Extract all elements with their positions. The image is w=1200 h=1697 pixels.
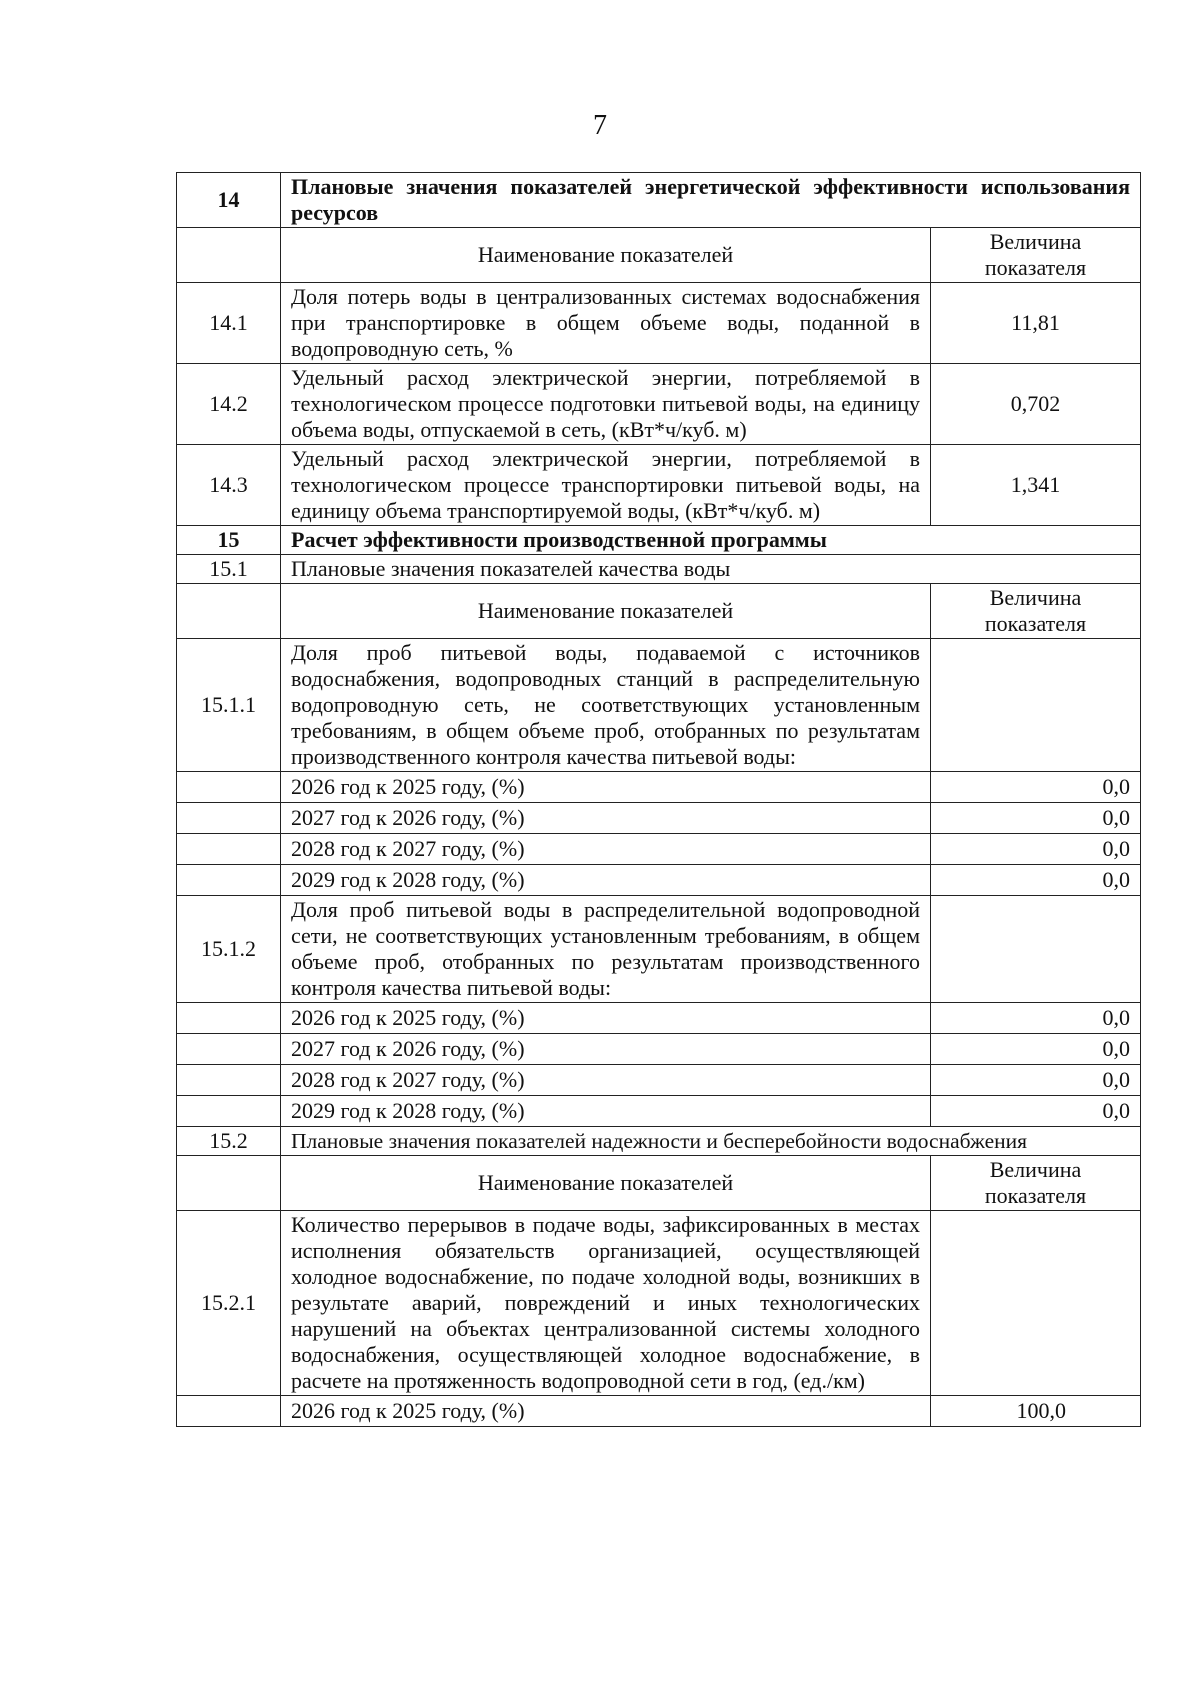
row-text: Доля проб питьевой воды в распределительной водопроводной сети, не соответствующих установленным требованиям, в общем объеме проб, отобранных по результатам производственного контроля качества питьевой воды: xyxy=(281,896,931,1003)
header-value-cell: Величина показателя xyxy=(931,584,1141,639)
table-row xyxy=(177,1211,1141,1396)
row-text: Удельный расход электрической энергии, потребляемой в технологическом процессе транспортировки питьевой воды, на единицу объема транспортируемой воды, (кВт*ч/куб. м) xyxy=(281,445,931,526)
row-text: Количество перерывов в подаче воды, зафиксированных в местах исполнения обязательств организацией, осуществляющей холодное водоснабжение, по подаче холодной воды, возникших в результате аварий, повреждений и иных технологических нарушений на объектах централизованной системы холодного водоснабжения, осуществляющей холодное водоснабжение, в расчете на протяженность водопроводной сети в год, (ед./км) xyxy=(281,1211,931,1396)
year-row xyxy=(177,1065,1141,1096)
row-number: 14.1 xyxy=(177,283,281,364)
subsection-title: Плановые значения показателей качества воды xyxy=(281,555,1141,584)
year-row xyxy=(177,1003,1141,1034)
section-14-header-row xyxy=(177,173,1141,228)
subsection-15-2-row xyxy=(177,1127,1141,1156)
year-value: 0,0 xyxy=(931,1065,1141,1096)
table-row xyxy=(177,896,1141,1003)
year-row xyxy=(177,1096,1141,1127)
row-number: 14.2 xyxy=(177,364,281,445)
subsection-number: 15.1 xyxy=(177,555,281,584)
empty-cell xyxy=(931,1211,1141,1396)
year-label: 2026 год к 2025 году, (%) xyxy=(281,1003,931,1034)
year-value: 0,0 xyxy=(931,803,1141,834)
table-row xyxy=(177,639,1141,772)
header-value-cell: Величина показателя xyxy=(931,228,1141,283)
section-title: Плановые значения показателей энергетической эффективности использования ресурсов xyxy=(281,173,1141,228)
year-value: 0,0 xyxy=(931,865,1141,896)
year-label: 2026 год к 2025 году, (%) xyxy=(281,1396,931,1427)
empty-cell xyxy=(177,834,281,865)
empty-cell xyxy=(931,896,1141,1003)
year-label: 2029 год к 2028 году, (%) xyxy=(281,865,931,896)
empty-cell xyxy=(177,1396,281,1427)
year-value: 0,0 xyxy=(931,772,1141,803)
year-row xyxy=(177,865,1141,896)
row-number: 15.1.2 xyxy=(177,896,281,1003)
row-value: 1,341 xyxy=(931,445,1141,526)
header-value-cell: Величина показателя xyxy=(931,1156,1141,1211)
year-row xyxy=(177,1396,1141,1427)
section-15-header-row xyxy=(177,526,1141,555)
row-text: Доля проб питьевой воды, подаваемой с источников водоснабжения, водопроводных станций в распределительную водопроводную сеть, не соответствующих установленным требованиям, в общем объеме проб, отобранных по результатам производственного контроля качества питьевой воды: xyxy=(281,639,931,772)
year-row xyxy=(177,834,1141,865)
empty-cell xyxy=(177,1096,281,1127)
empty-cell xyxy=(177,865,281,896)
year-value: 0,0 xyxy=(931,1096,1141,1127)
subsection-title: Плановые значения показателей надежности и бесперебойности водоснабжения xyxy=(281,1127,1141,1156)
section-title: Расчет эффективности производственной программы xyxy=(281,526,1141,555)
empty-cell xyxy=(177,772,281,803)
header-name-cell: Наименование показателей xyxy=(281,228,931,283)
empty-cell xyxy=(177,228,281,283)
header-name-cell: Наименование показателей xyxy=(281,1156,931,1211)
row-number: 14.3 xyxy=(177,445,281,526)
column-header-row xyxy=(177,228,1141,283)
empty-cell xyxy=(177,1034,281,1065)
year-label: 2027 год к 2026 году, (%) xyxy=(281,1034,931,1065)
empty-cell xyxy=(177,1156,281,1211)
header-name-cell: Наименование показателей xyxy=(281,584,931,639)
row-value: 0,702 xyxy=(931,364,1141,445)
year-value: 0,0 xyxy=(931,1034,1141,1065)
year-label: 2028 год к 2027 году, (%) xyxy=(281,834,931,865)
section-number: 15 xyxy=(177,526,281,555)
empty-cell xyxy=(177,584,281,639)
subsection-number: 15.2 xyxy=(177,1127,281,1156)
row-value: 11,81 xyxy=(931,283,1141,364)
year-label: 2029 год к 2028 году, (%) xyxy=(281,1096,931,1127)
row-number: 15.1.1 xyxy=(177,639,281,772)
empty-cell xyxy=(177,1003,281,1034)
table-row xyxy=(177,364,1141,445)
year-label: 2027 год к 2026 году, (%) xyxy=(281,803,931,834)
empty-cell xyxy=(177,803,281,834)
subsection-15-1-row xyxy=(177,555,1141,584)
year-row xyxy=(177,1034,1141,1065)
empty-cell xyxy=(931,639,1141,772)
year-label: 2026 год к 2025 году, (%) xyxy=(281,772,931,803)
year-row xyxy=(177,772,1141,803)
production-program-table xyxy=(176,172,1141,1427)
row-text: Доля потерь воды в централизованных системах водоснабжения при транспортировке в общем объеме воды, поданной в водопроводную сеть, % xyxy=(281,283,931,364)
column-header-row xyxy=(177,1156,1141,1211)
table-row xyxy=(177,283,1141,364)
table-row xyxy=(177,445,1141,526)
row-number: 15.2.1 xyxy=(177,1211,281,1396)
section-number: 14 xyxy=(177,173,281,228)
row-text: Удельный расход электрической энергии, потребляемой в технологическом процессе подготовки питьевой воды, на единицу объема воды, отпускаемой в сеть, (кВт*ч/куб. м) xyxy=(281,364,931,445)
page-number: 7 xyxy=(593,110,607,141)
column-header-row xyxy=(177,584,1141,639)
year-label: 2028 год к 2027 году, (%) xyxy=(281,1065,931,1096)
empty-cell xyxy=(177,1065,281,1096)
year-value: 0,0 xyxy=(931,1003,1141,1034)
year-value: 100,0 xyxy=(931,1396,1141,1427)
year-row xyxy=(177,803,1141,834)
year-value: 0,0 xyxy=(931,834,1141,865)
